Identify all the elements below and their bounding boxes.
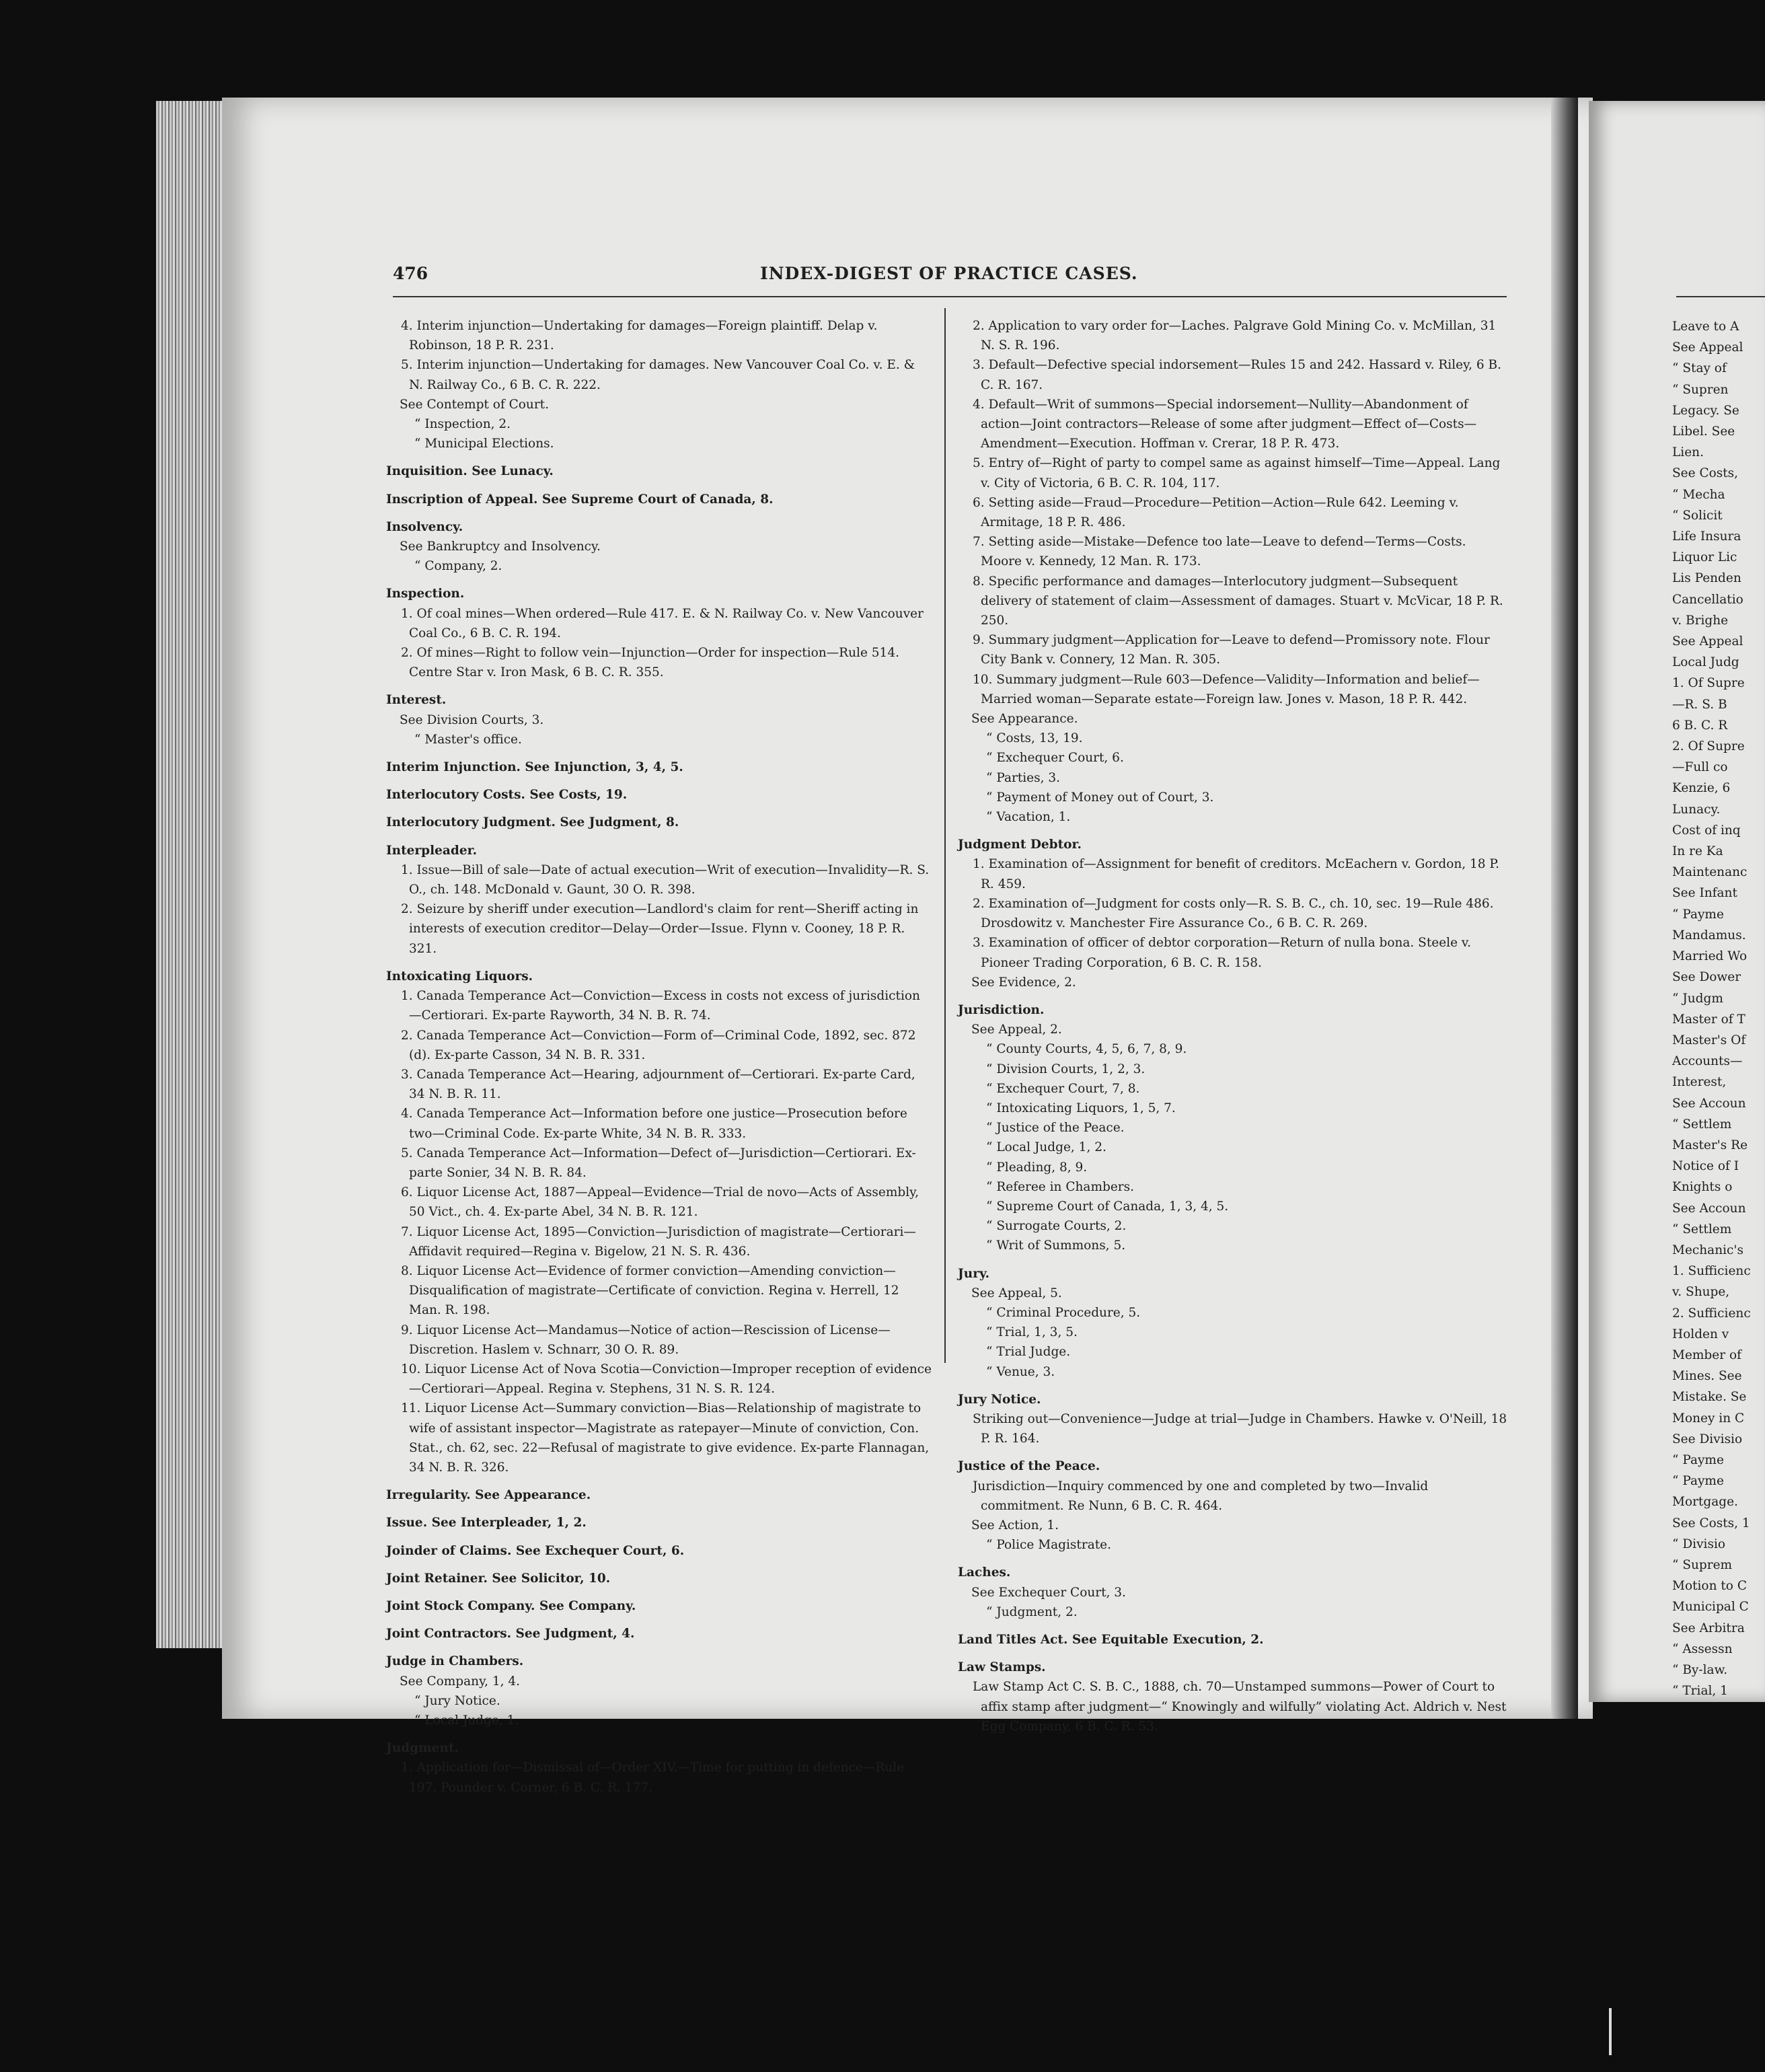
- index-heading: Issue. See Interpleader, 1, 2.: [386, 1516, 587, 1530]
- cross-reference: “ Division Courts, 1, 2, 3.: [986, 1062, 1146, 1076]
- index-entry: 7. Liquor License Act, 1895—Conviction—Jurisdiction of magistrate—Certiorari—Affidavit required—Regina v. Bigelow, 21 N. S. R. 436.: [401, 1224, 916, 1259]
- index-heading: Insolvency.: [386, 519, 463, 534]
- index-heading: Intoxicating Liquors.: [386, 969, 533, 984]
- cross-reference: “ Vacation, 1.: [986, 810, 1071, 825]
- index-entry: 10. Liquor License Act of Nova Scotia—Conviction—Improper reception of evidence—Certiorari—Appeal. Regina v. Stephens, 31 N. S. R. 124.: [401, 1362, 932, 1397]
- partial-page-line: Mortgage.: [1672, 1495, 1738, 1510]
- cross-reference: See Contempt of Court.: [400, 397, 549, 412]
- cross-reference: See Action, 1.: [971, 1518, 1059, 1532]
- index-entry: Law Stamp Act C. S. B. C., 1888, ch. 70—Unstamped summons—Power of Court to affix stamp after judgment—“ Knowingly and wilfully” violating Act. Aldrich v. Nest Egg Company, 6 B. C. R. 53.: [973, 1680, 1507, 1734]
- partial-page-line: Master's Re: [1672, 1138, 1748, 1152]
- cross-reference: “ Jury Notice.: [414, 1693, 500, 1708]
- cross-reference: “ Police Magistrate.: [986, 1538, 1111, 1553]
- partial-page-line: Cancellatio: [1672, 592, 1743, 607]
- partial-page-line: Kenzie, 6: [1672, 781, 1731, 796]
- cross-reference: See Division Courts, 3.: [400, 712, 544, 727]
- partial-page-line: Liquor Lic: [1672, 550, 1737, 565]
- partial-page-line: v. Shupe,: [1672, 1285, 1730, 1300]
- cross-reference: “ Local Judge, 1.: [414, 1713, 519, 1728]
- partial-page-line: 1. Of Supre: [1672, 676, 1745, 691]
- index-heading: Justice of the Peace.: [958, 1459, 1100, 1474]
- partial-page-line: Maintenanc: [1672, 865, 1748, 880]
- cross-reference: See Appeal, 2.: [971, 1023, 1062, 1037]
- cross-reference: See Appeal, 5.: [971, 1286, 1062, 1300]
- index-heading: Inquisition. See Lunacy.: [386, 464, 554, 479]
- index-entry: 9. Liquor License Act—Mandamus—Notice of action—Rescission of License—Discretion. Haslem v. Schnarr, 30 O. R. 89.: [401, 1323, 891, 1357]
- partial-page-line: See Accoun: [1672, 1096, 1746, 1111]
- index-heading: Inspection.: [386, 587, 465, 601]
- partial-page-line: Knights o: [1672, 1180, 1733, 1195]
- index-entry: Striking out—Convenience—Judge at trial—Judge in Chambers. Hawke v. O'Neill, 18 P. R. 164.: [973, 1411, 1507, 1446]
- cross-reference: “ Pleading, 8, 9.: [986, 1160, 1088, 1175]
- index-heading: Jury.: [958, 1266, 990, 1281]
- index-entry: 1. Of coal mines—When ordered—Rule 417. E. & N. Railway Co. v. New Vancouver Coal Co., 6 B. C. R. 194.: [401, 606, 924, 640]
- partial-page-line: Money in C: [1672, 1411, 1745, 1426]
- index-entry: 5. Canada Temperance Act—Information—Defect of—Jurisdiction—Certiorari. Ex-parte Sonier, 34 N. B. R. 84.: [401, 1146, 916, 1180]
- partial-page-line: “ Payme: [1672, 907, 1724, 922]
- partial-page-line: Cost of inq: [1672, 823, 1741, 838]
- index-entry: 2. Of mines—Right to follow vein—Injunction—Order for inspection—Rule 514. Centre Star v. Iron Mask, 6 B. C. R. 355.: [401, 646, 899, 680]
- index-entry: 4. Canada Temperance Act—Information before one justice—Prosecution before two—Criminal Code. Ex-parte White, 34 N. B. R. 333.: [401, 1107, 907, 1141]
- cross-reference: “ Inspection, 2.: [414, 417, 511, 432]
- partial-page-line: Mistake. Se: [1672, 1390, 1747, 1405]
- partial-page-line: In re Ka: [1672, 844, 1723, 859]
- index-heading: Joinder of Claims. See Exchequer Court, 6.: [386, 1543, 685, 1558]
- partial-page-line: See Costs, 1: [1672, 1516, 1750, 1530]
- index-heading: Judge in Chambers.: [386, 1654, 524, 1669]
- header-rule: [393, 296, 1507, 297]
- partial-page-line: 6 B. C. R: [1672, 718, 1728, 733]
- partial-page-line: See Divisio: [1672, 1432, 1743, 1446]
- partial-page-line: See Dower: [1672, 970, 1741, 985]
- cross-reference: “ Referee in Chambers.: [986, 1179, 1134, 1194]
- partial-page-line: Municipal C: [1672, 1600, 1749, 1615]
- partial-page-line: “ Trial, 1: [1672, 1684, 1728, 1699]
- index-entry: 10. Summary judgment—Rule 603—Defence—Validity—Information and belief—Married woman—Separate estate—Foreign law. Jones v. Mason, 18 P. R. 442.: [973, 672, 1480, 706]
- partial-page-line: v. Brighe: [1672, 613, 1729, 628]
- index-entry: 1. Examination of—Assignment for benefit of creditors. McEachern v. Gordon, 18 P. R. 459.: [973, 857, 1500, 891]
- cross-reference: “ Surrogate Courts, 2.: [986, 1219, 1127, 1234]
- partial-page-line: “ By-law.: [1672, 1663, 1728, 1677]
- cross-reference: “ Judgment, 2.: [986, 1604, 1078, 1619]
- index-heading: Inscription of Appeal. See Supreme Court of Canada, 8.: [386, 492, 774, 507]
- partial-page-line: Leave to A: [1672, 320, 1739, 334]
- partial-page-line: —R. S. B: [1672, 697, 1727, 712]
- partial-page-line: “ Payme: [1672, 1452, 1724, 1467]
- column-divider: [944, 308, 946, 1363]
- index-heading: Joint Stock Company. See Company.: [386, 1598, 636, 1613]
- index-heading: Interim Injunction. See Injunction, 3, 4, 5.: [386, 760, 683, 775]
- index-heading: Land Titles Act. See Equitable Execution, 2.: [958, 1633, 1264, 1647]
- partial-page-line: “ Settlem: [1672, 1117, 1732, 1132]
- partial-page-line: Lunacy.: [1672, 802, 1721, 817]
- cross-reference: “ Intoxicating Liquors, 1, 5, 7.: [986, 1101, 1176, 1115]
- partial-page-line: Master of T: [1672, 1012, 1745, 1027]
- index-entry: 9. Summary judgment—Application for—Leave to defend—Promissory note. Flour City Bank v. Connery, 12 Man. R. 305.: [973, 633, 1490, 667]
- cross-reference: See Bankruptcy and Insolvency.: [400, 540, 601, 554]
- cross-reference: “ Trial Judge.: [986, 1345, 1071, 1360]
- page-number: 476: [393, 264, 428, 283]
- partial-page-line: “ Divisio: [1672, 1537, 1726, 1551]
- left-column: [386, 316, 932, 1798]
- running-title: INDEX-DIGEST OF PRACTICE CASES.: [760, 264, 1138, 283]
- index-entry: 3. Canada Temperance Act—Hearing, adjournment of—Certiorari. Ex-parte Card, 34 N. B. R. 11.: [401, 1067, 915, 1102]
- index-entry: 4. Default—Writ of summons—Special indorsement—Nullity—Abandonment of action—Joint contractors—Release of some after judgment—Effect of—Costs—Amendment—Execution. Hoffman v. Crerar, 18 P. R. 473.: [973, 397, 1477, 451]
- cross-reference: “ Costs, 13, 19.: [986, 731, 1083, 746]
- index-entry: 2. Examination of—Judgment for costs only—R. S. B. C., ch. 10, sec. 19—Rule 486. Drosdowitz v. Manchester Fire Assurance Co., 6 B. C. R. 269.: [973, 896, 1494, 931]
- partial-page-line: Married Wo: [1672, 949, 1748, 964]
- partial-page-header-rule: [1676, 296, 1765, 297]
- index-entry: 6. Liquor License Act, 1887—Appeal—Evidence—Trial de novo—Acts of Assembly, 50 Vict., ch. 4. Ex-parte Abel, 34 N. B. R. 121.: [401, 1185, 919, 1220]
- partial-page-line: “ Assessn: [1672, 1641, 1733, 1656]
- right-column: [958, 316, 1509, 1736]
- index-heading: Interpleader.: [386, 843, 478, 858]
- partial-page-line: “ Suprem: [1672, 1557, 1733, 1572]
- partial-page-line: Notice of I: [1672, 1159, 1739, 1174]
- partial-page-line: Mandamus.: [1672, 928, 1746, 942]
- cross-reference: “ Criminal Procedure, 5.: [986, 1305, 1141, 1320]
- index-entry: 2. Seizure by sheriff under execution—Landlord's claim for rent—Sheriff acting in interests of execution creditor—Delay—Order—Issue. Flynn v. Cooney, 18 P. R. 321.: [401, 902, 919, 956]
- cross-reference: “ Master's office.: [414, 732, 522, 747]
- partial-page-line: See Costs,: [1672, 466, 1739, 481]
- partial-page-line: Mechanic's: [1672, 1243, 1743, 1257]
- partial-page-line: Lien.: [1672, 445, 1704, 460]
- cross-reference: See Exchequer Court, 3.: [971, 1585, 1126, 1600]
- cross-reference: “ Payment of Money out of Court, 3.: [986, 790, 1214, 805]
- index-entry: 2. Application to vary order for—Laches. Palgrave Gold Mining Co. v. McMillan, 31 N. S. R. 196.: [973, 319, 1497, 353]
- index-entry: 1. Issue—Bill of sale—Date of actual execution—Writ of execution—Invalidity—R. S. O., ch. 148. McDonald v. Gaunt, 30 O. R. 398.: [401, 862, 930, 897]
- partial-page-line: Accounts—: [1672, 1054, 1743, 1069]
- partial-page-line: 2. Of Supre: [1672, 739, 1745, 754]
- cross-reference: “ Venue, 3.: [986, 1364, 1055, 1379]
- index-heading: Irregularity. See Appearance.: [386, 1488, 591, 1503]
- index-entry: 3. Default—Defective special indorsement—Rules 15 and 242. Hassard v. Riley, 6 B. C. R. 167.: [973, 358, 1501, 392]
- partial-page-line: Master's Of: [1672, 1033, 1746, 1047]
- cross-reference: “ Writ of Summons, 5.: [986, 1238, 1126, 1253]
- book-gutter: [1551, 98, 1578, 1719]
- index-heading: Jurisdiction.: [958, 1002, 1045, 1017]
- index-entry: Jurisdiction—Inquiry commenced by one and completed by two—Invalid commitment. Re Nunn, 6 B. C. R. 464.: [973, 1479, 1429, 1513]
- partial-page-line: Libel. See: [1672, 424, 1735, 439]
- partial-page-line: See Appeal: [1672, 634, 1743, 649]
- index-heading: Laches.: [958, 1565, 1011, 1580]
- partial-page-line: “ Judgm: [1672, 991, 1723, 1006]
- partial-page-line: Motion to C: [1672, 1579, 1747, 1594]
- partial-page-line: 2. Sufficienc: [1672, 1306, 1751, 1321]
- cross-reference: “ Trial, 1, 3, 5.: [986, 1325, 1078, 1340]
- index-entry: 8. Liquor License Act—Evidence of former conviction—Amending conviction—Disqualification of magistrate—Certificate of conviction. Regina v. Herrell, 12 Man. R. 198.: [401, 1263, 899, 1318]
- cross-reference: See Company, 1, 4.: [400, 1674, 521, 1689]
- index-entry: 11. Liquor License Act—Summary conviction—Bias—Relationship of magistrate to wife of assistant inspector—Magistrate as ratepayer—Minute of conviction, Con. Stat., ch. 62, sec. 22—Refusal of magistrate to give evidence. Ex-parte Flannagan, 34 N. B. R. 326.: [401, 1401, 930, 1475]
- index-heading: Jury Notice.: [958, 1392, 1041, 1407]
- partial-page-line: —Full co: [1672, 760, 1728, 775]
- partial-page-line: Mines. See: [1672, 1369, 1742, 1384]
- partial-page-line: “ Supren: [1672, 382, 1729, 397]
- partial-page-line: “ Stay of: [1672, 361, 1727, 376]
- cross-reference: “ Exchequer Court, 6.: [986, 751, 1124, 766]
- partial-page-line: Life Insura: [1672, 529, 1741, 544]
- index-entry: 7. Setting aside—Mistake—Defence too late—Leave to defend—Terms—Costs. Moore v. Kennedy, 12 Man. R. 173.: [973, 535, 1466, 569]
- index-heading: Law Stamps.: [958, 1660, 1046, 1675]
- cross-reference: “ Local Judge, 1, 2.: [986, 1140, 1106, 1155]
- partial-page-line: Lis Penden: [1672, 571, 1741, 586]
- index-entry: 3. Examination of officer of debtor corporation—Return of nulla bona. Steele v. Pioneer Trading Corporation, 6 B. C. R. 158.: [973, 936, 1472, 970]
- cross-reference: See Evidence, 2.: [971, 975, 1076, 990]
- partial-page-column: [1672, 316, 1751, 1701]
- cross-reference: “ Parties, 3.: [986, 770, 1061, 785]
- cross-reference: “ Municipal Elections.: [414, 437, 554, 451]
- cross-reference: “ Exchequer Court, 7, 8.: [986, 1081, 1140, 1096]
- partial-page-line: Member of: [1672, 1347, 1741, 1362]
- index-heading: Interlocutory Judgment. See Judgment, 8.: [386, 815, 679, 830]
- index-entry: 5. Entry of—Right of party to compel same as against himself—Time—Appeal. Lang v. City of Victoria, 6 B. C. R. 104, 117.: [973, 456, 1501, 490]
- index-entry: 1. Canada Temperance Act—Conviction—Excess in costs not excess of jurisdiction—Certiorari. Ex-parte Rayworth, 34 N. B. R. 74.: [401, 989, 920, 1023]
- index-entry: 6. Setting aside—Fraud—Procedure—Petition—Action—Rule 642. Leeming v. Armitage, 18 P. R. 486.: [973, 495, 1459, 530]
- index-heading: Judgment.: [386, 1741, 459, 1756]
- index-entry: 2. Canada Temperance Act—Conviction—Form of—Criminal Code, 1892, sec. 872 (d). Ex-parte Casson, 34 N. B. R. 331.: [401, 1028, 916, 1062]
- index-heading: Judgment Debtor.: [958, 838, 1082, 852]
- partial-page-line: “ Payme: [1672, 1474, 1724, 1489]
- cross-reference: “ County Courts, 4, 5, 6, 7, 8, 9.: [986, 1042, 1187, 1057]
- index-entry: 4. Interim injunction—Undertaking for damages—Foreign plaintiff. Delap v. Robinson, 18 P. R. 231.: [401, 319, 878, 353]
- partial-page-line: “ Solicit: [1672, 508, 1723, 523]
- partial-page-line: Holden v: [1672, 1327, 1729, 1341]
- partial-page-line: See Infant: [1672, 886, 1737, 901]
- index-heading: Interest.: [386, 693, 447, 708]
- cross-reference: “ Justice of the Peace.: [986, 1121, 1125, 1136]
- partial-page-line: See Appeal: [1672, 340, 1743, 355]
- partial-page-line: “ Settlem: [1672, 1222, 1732, 1236]
- partial-page-line: “ Mecha: [1672, 487, 1725, 502]
- index-heading: Joint Retainer. See Solicitor, 10.: [386, 1571, 611, 1586]
- cross-reference: See Appearance.: [971, 712, 1078, 727]
- partial-page-line: 1. Sufficienc: [1672, 1264, 1751, 1279]
- film-scratch-mark: [1609, 2008, 1612, 2055]
- index-heading: Interlocutory Costs. See Costs, 19.: [386, 788, 628, 803]
- index-entry: 5. Interim injunction—Undertaking for damages. New Vancouver Coal Co. v. E. & N. Railway Co., 6 B. C. R. 222.: [401, 358, 915, 392]
- index-heading: Joint Contractors. See Judgment, 4.: [386, 1627, 635, 1641]
- cross-reference: “ Supreme Court of Canada, 1, 3, 4, 5.: [986, 1199, 1229, 1214]
- index-entry: 1. Application for—Dismissal of—Order XIV.—Time for putting in defence—Rule 197. Pounder v. Corner, 6 B. C. R. 177.: [401, 1761, 905, 1795]
- partial-page-line: Interest,: [1672, 1075, 1727, 1090]
- partial-page-line: See Accoun: [1672, 1201, 1746, 1216]
- partial-page-line: See Arbitra: [1672, 1621, 1745, 1635]
- partial-page-line: Local Judg: [1672, 655, 1739, 670]
- index-entry: 8. Specific performance and damages—Interlocutory judgment—Subsequent delivery of statement of claim—Assessment of damages. Stuart v. McVicar, 18 P. R. 250.: [973, 574, 1503, 628]
- cross-reference: “ Company, 2.: [414, 559, 502, 574]
- partial-page-line: Legacy. Se: [1672, 403, 1739, 418]
